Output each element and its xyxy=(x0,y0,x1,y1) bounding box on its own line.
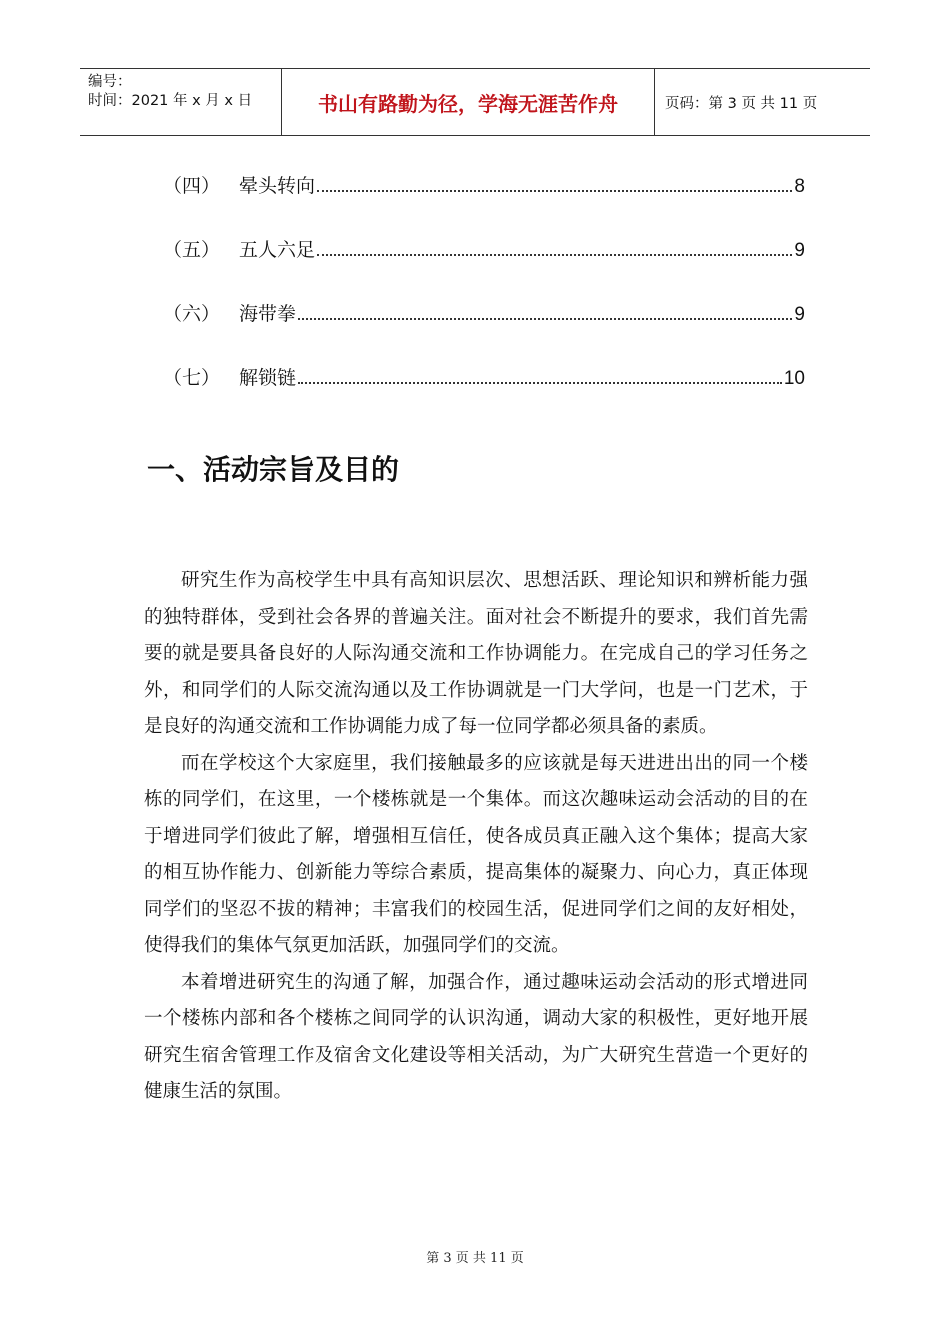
toc-entry[interactable] xyxy=(163,362,805,390)
toc-entry-title: 五人六足 xyxy=(239,239,316,261)
toc-entry-page: 9 xyxy=(794,304,805,325)
toc-entry-title: 海带拳 xyxy=(239,303,297,325)
toc-entry[interactable] xyxy=(163,298,805,326)
toc-entry-page: 9 xyxy=(794,240,805,261)
code-label: 编号： xyxy=(88,74,132,90)
body-paragraph: 本着增进研究生的沟通了解，加强合作，通过趣味运动会活动的形式增进同一个楼栋内部和各个楼栋之间同学的认识沟通，调动大家的积极性，更好地开展研究生宿舍管理工作及宿舍文化建设等相关活动，为广大研究生营造一个更好的健康生活的氛围。 xyxy=(144,971,808,1102)
toc-entry[interactable] xyxy=(163,234,805,262)
document-header xyxy=(80,68,870,136)
section-heading: 一、活动宗旨及目的 xyxy=(147,453,400,486)
header-meta-cell xyxy=(80,69,282,135)
toc-entry-title: 晕头转向 xyxy=(239,175,316,197)
section-body xyxy=(144,563,808,1111)
toc-entry-title: 解锁链 xyxy=(239,367,297,389)
page-footer: 第 3 页 共 11 页 xyxy=(426,1251,524,1266)
toc-entry-number: （六） xyxy=(163,303,221,325)
toc-entry-page: 8 xyxy=(794,176,805,197)
toc-entry-number: （四） xyxy=(163,175,221,197)
toc-entry[interactable] xyxy=(163,170,805,198)
toc-leader-dots xyxy=(298,318,792,320)
body-paragraph: 研究生作为高校学生中具有高知识层次、思想活跃、理论知识和辨析能力强的独特群体，受到社会各界的普遍关注。面对社会不断提升的要求，我们首先需要的就是要具备良好的人际沟通交流和工作协调能力。在完成自己的学习任务之外，和同学们的人际交流沟通以及工作协调就是一门大学问，也是一门艺术，于是良好的沟通交流和工作协调能力成了每一位同学都必须具备的素质。 xyxy=(144,570,808,737)
header-page-info: 页码：第 3 页 共 11 页 xyxy=(665,95,818,112)
header-motto-cell xyxy=(282,69,655,135)
toc-entry-page: 10 xyxy=(783,368,805,389)
body-paragraph: 而在学校这个大家庭里，我们接触最多的应该就是每天进进出出的同一个楼栋的同学们，在这里，一个楼栋就是一个集体。而这次趣味运动会活动的目的在于增进同学们彼此了解，增强相互信任，使各成员真正融入这个集体；提高大家的相互协作能力、创新能力等综合素质，提高集体的凝聚力、向心力，真正体现同学们的坚忍不拔的精神；丰富我们的校园生活，促进同学们之间的友好相处，使得我们的集体气氛更加活跃，加强同学们的交流。 xyxy=(144,752,808,956)
toc-entry-number: （七） xyxy=(163,367,221,389)
toc-entry-number: （五） xyxy=(163,239,221,261)
toc-leader-dots xyxy=(317,190,792,192)
toc-leader-dots xyxy=(298,382,782,384)
time-label: 时间：2021 年 x 月 x 日 xyxy=(88,93,253,109)
toc-leader-dots xyxy=(317,254,792,256)
header-motto: 书山有路勤为径，学海无涯苦作舟 xyxy=(318,91,618,116)
header-page-cell xyxy=(655,69,870,135)
